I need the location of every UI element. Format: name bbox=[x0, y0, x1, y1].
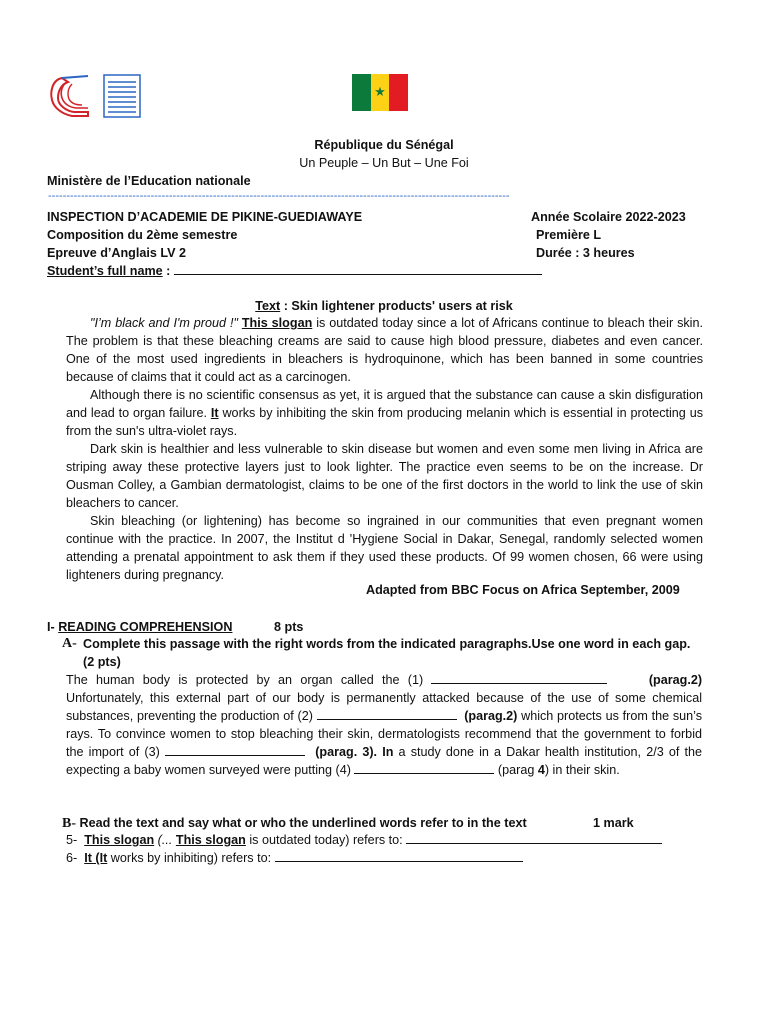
senegal-flag-icon: ★ bbox=[352, 74, 408, 111]
part-b-points: 1 mark bbox=[593, 816, 634, 830]
reading-text bbox=[66, 314, 703, 584]
question-6: 6- It (It works by inhibiting) refers to: bbox=[66, 849, 706, 867]
class-level: Première L bbox=[536, 228, 602, 242]
republic-heading: République du Sénégal bbox=[314, 138, 454, 152]
question-5: 5- This slogan (... This slogan is outdated today) refers to: bbox=[66, 831, 706, 849]
inspection-name: INSPECTION D’ACADEMIE DE PIKINE-GUEDIAWAYE bbox=[47, 210, 363, 224]
national-motto: Un Peuple – Un But – Une Foi bbox=[299, 156, 469, 170]
underlined-it: It bbox=[210, 406, 219, 420]
header-row-1 bbox=[47, 208, 707, 226]
part-a-passage: The human body is protected by an organ called the (1) (parag.2) Unfortunately, this external part of our body is permanently attacked because of the use of some chemical substances, preventing the production of (2) (parag.2) which protects us from the sun’s rays. To convince women to stop bleaching their skin, dermatologists recommend that the government to forbid the import of (3) (parag. 3). In a study done in a Dakar health institution, 2/3 of the expecting a baby women surveyed were putting (4) (parag 4) in their skin. bbox=[66, 673, 703, 777]
text-source: Adapted from BBC Focus on Africa September, 2009 bbox=[366, 583, 680, 597]
part-b-letter: B- bbox=[62, 816, 76, 831]
answer-6-field[interactable] bbox=[275, 849, 523, 862]
exam-duration: Durée : 3 heures bbox=[536, 246, 635, 260]
paragraph-4: Skin bleaching (or lightening) has become so ingrained in our communities that even pregnant women continue with the practice. In 2007, the Institut d 'Hygiene Social in Dakar, Senegal, randomly selected women attending a prenatal appointment to ask them if they used these products. Of 99 women chosen, 66 were using lighteners during pregnancy. bbox=[66, 514, 703, 582]
section-heading: I- READING COMPREHENSION bbox=[47, 620, 233, 634]
gap-3-field[interactable] bbox=[165, 743, 305, 756]
header-row-2 bbox=[47, 226, 707, 244]
paragraph-3: Dark skin is healthier and less vulnerable to skin disease but women and even some men living in Africa are striping away these protective layers just to look lighter. The practice even seems to be on the increase. Dr Ousman Colley, a Gambian dermatologist, claims to be one of the first doctors in the world to link the use of skin bleachers to cancer. bbox=[66, 442, 703, 510]
answer-5-field[interactable] bbox=[406, 831, 662, 844]
student-name-row: Student’s full name : bbox=[47, 262, 567, 280]
gap-4-field[interactable] bbox=[354, 761, 494, 774]
gap-1-field[interactable] bbox=[431, 671, 607, 684]
part-a-letter: A- bbox=[62, 636, 77, 651]
part-a-instruction: A- Complete this passage with the right words from the indicated paragraphs.Use one word in each gap. (2 pts) bbox=[62, 636, 691, 669]
ministry-name: Ministère de l’Education nationale bbox=[47, 174, 251, 188]
dashed-rule: ------------------------------------------------------------------------------------------------------------------------------ bbox=[48, 190, 510, 202]
composition-label: Composition du 2ème semestre bbox=[47, 228, 238, 242]
paragraph-2: Although there is no scientific consensus as yet, it is argued that the substance can cause a skin disfiguration and lead to organ failure. It works by inhibiting the skin from producing melanin which is essential in protecting us from the sun's ultra-violet rays. bbox=[66, 388, 704, 438]
section-points: 8 pts bbox=[274, 620, 304, 634]
exam-subject: Epreuve d’Anglais LV 2 bbox=[47, 246, 187, 260]
underlined-this-slogan: This slogan bbox=[241, 316, 313, 330]
student-name-field[interactable] bbox=[174, 262, 542, 275]
paragraph-1: "I’m black and I'm proud !" This slogan is outdated today since a lot of Africans continue to bleach their skin. The problem is that these bleaching creams are said to cause high blood pressure, diabetes and even cancer. One of the most used ingredients in bleachers is hydroquinone, which has been banned in some countries because of claims that it could act as a carcinogen. bbox=[66, 316, 703, 384]
ministry-logo-icon bbox=[48, 74, 142, 120]
student-name-label: Student’s full name bbox=[47, 264, 163, 278]
gap-2-field[interactable] bbox=[317, 707, 457, 720]
text-title: Text : Skin lightener products' users at risk bbox=[255, 299, 513, 313]
part-b-instruction: B- Read the text and say what or who the underlined words refer to in the text 1 mark bbox=[62, 816, 634, 831]
header-row-3 bbox=[47, 244, 707, 262]
school-year: Année Scolaire 2022-2023 bbox=[531, 210, 686, 224]
